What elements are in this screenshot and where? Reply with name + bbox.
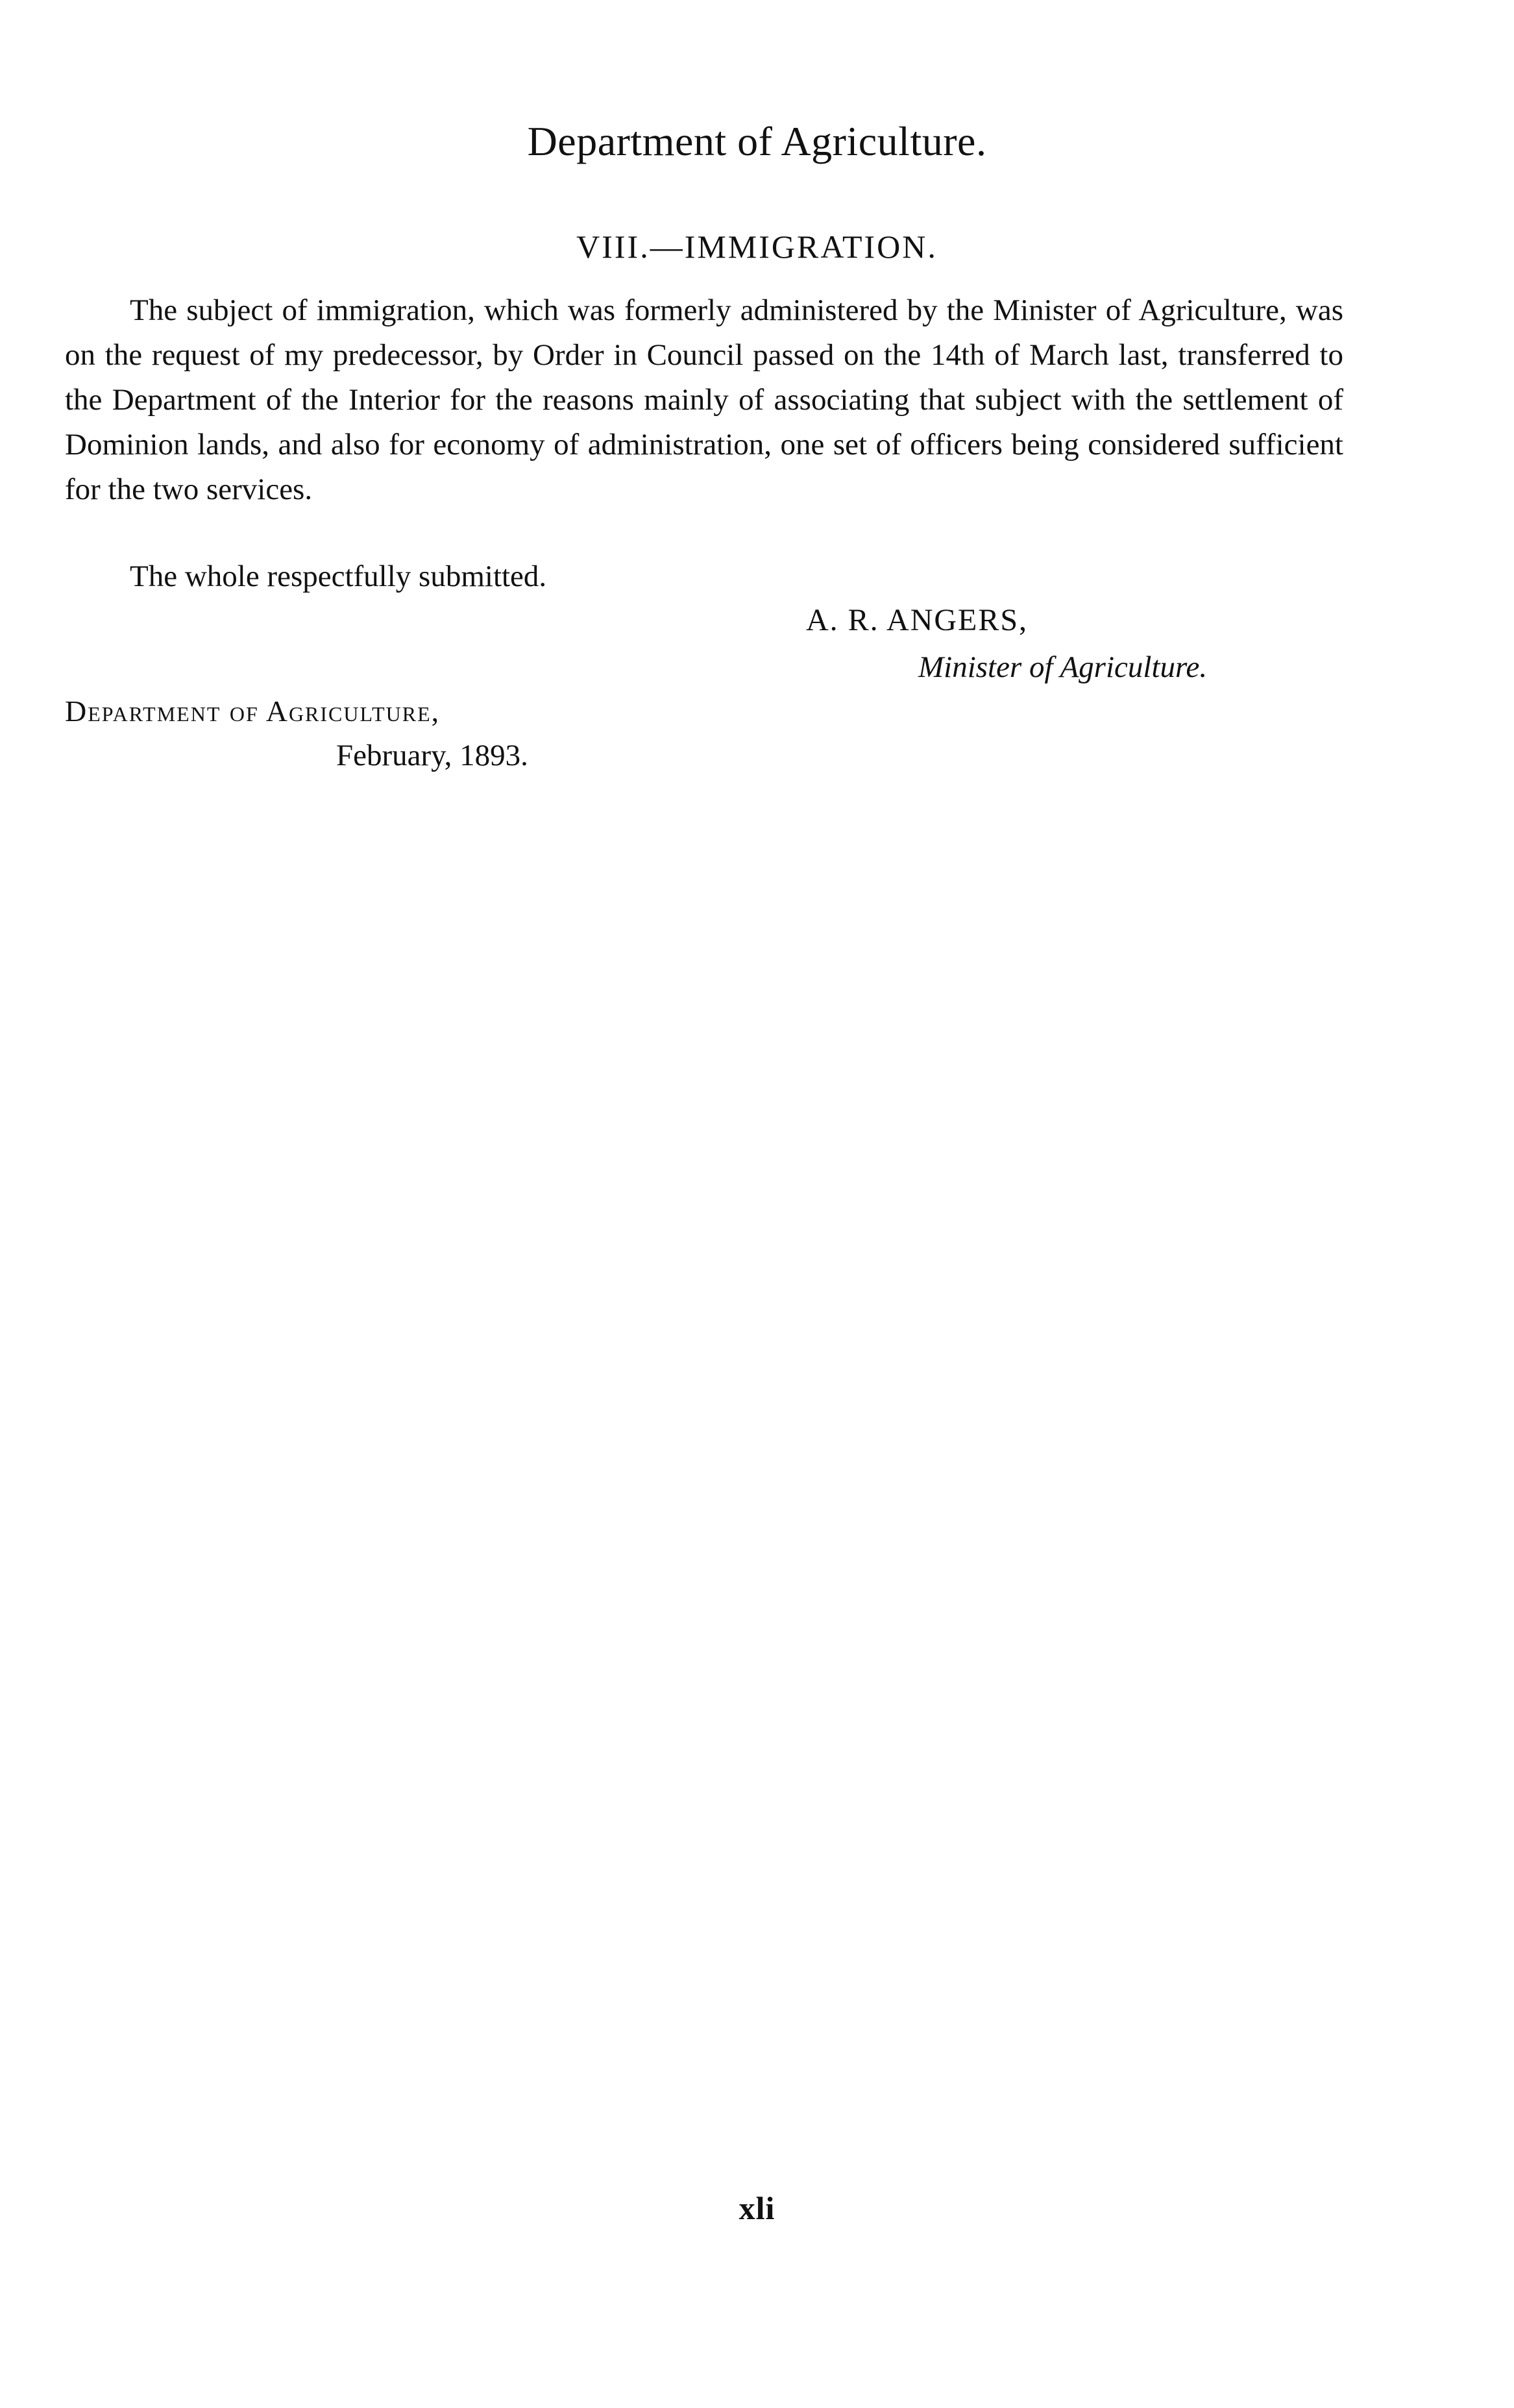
dateline-department: Department of Agriculture, bbox=[65, 694, 441, 728]
closing-line: The whole respectfully submitted. bbox=[130, 559, 547, 593]
dateline-date: February, 1893. bbox=[336, 739, 528, 772]
signature-title: Minister of Agriculture. bbox=[918, 650, 1208, 684]
running-head: Department of Agriculture. bbox=[527, 118, 987, 164]
body-paragraph: The subject of immigration, which was formerly administered by the Minister of Agriculture, was on the request of my predecessor, by Order in Council passed on the 14th of March last, transferred to the Department of the Interior for the reasons mainly of associating that subject with the settlement of Dominion lands, and also for economy of administration, one set of officers being considered sufficient for the two services. bbox=[65, 293, 1343, 506]
page-number: xli bbox=[739, 2190, 775, 2226]
signature-name: A. R. ANGERS, bbox=[806, 603, 1029, 637]
section-heading: VIII.—IMMIGRATION. bbox=[576, 228, 938, 265]
